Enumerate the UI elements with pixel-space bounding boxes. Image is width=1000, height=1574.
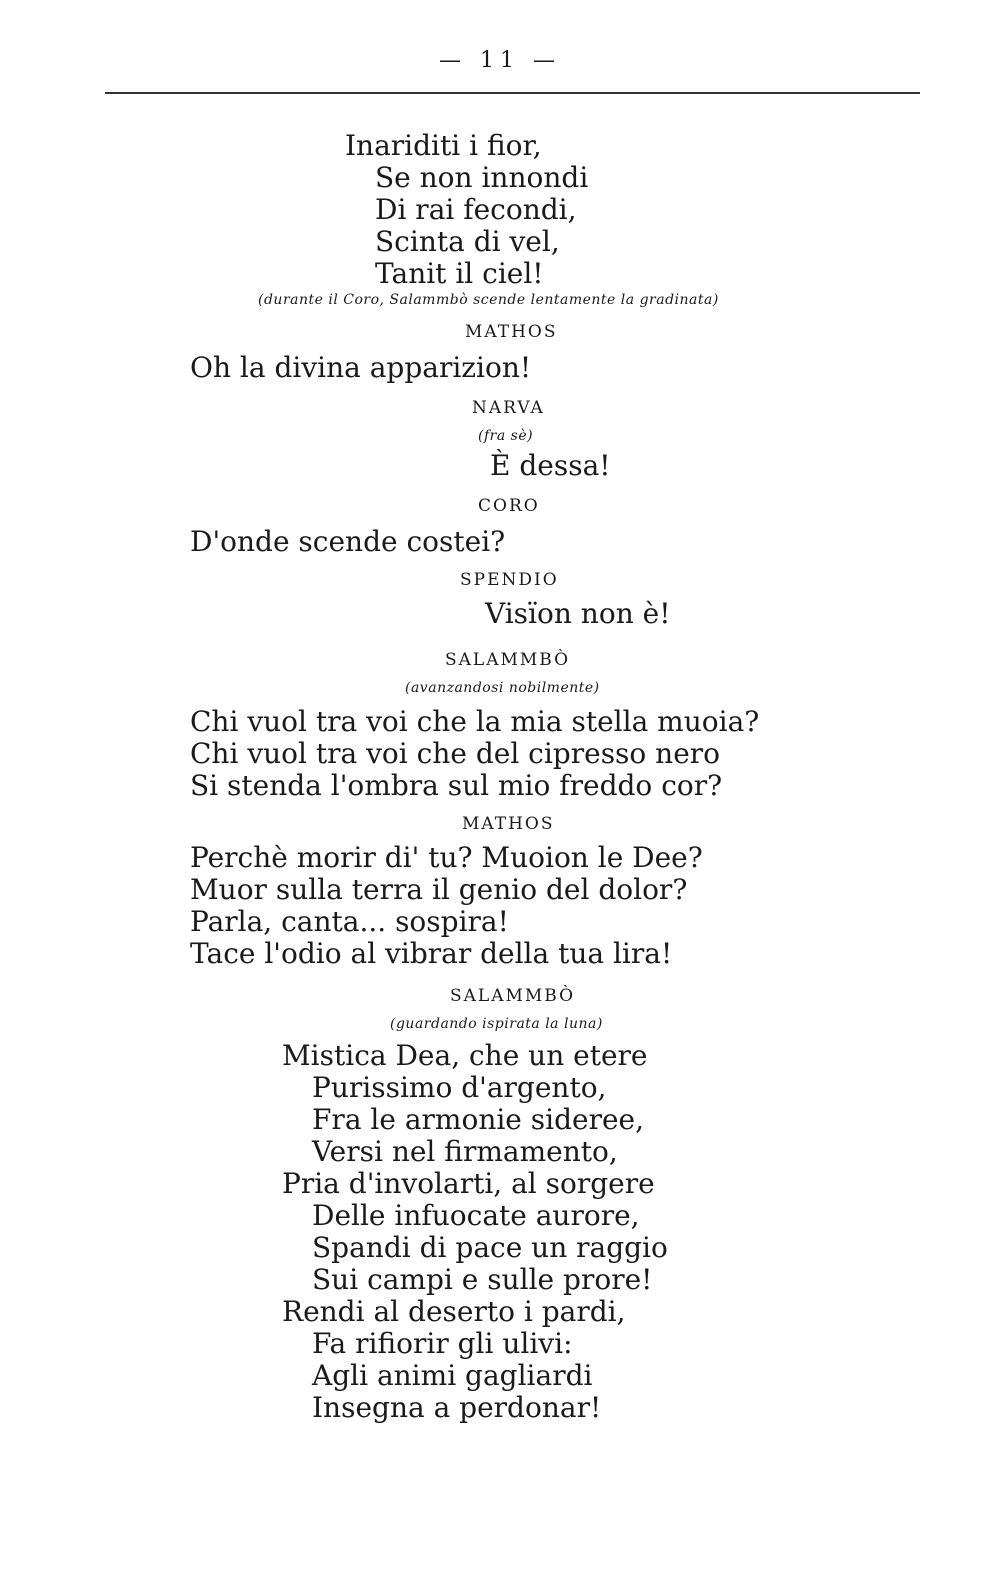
speaker-name: NARVA	[472, 398, 545, 418]
salammbo-stanza-1	[190, 706, 759, 802]
verse-line: Scinta di vel,	[375, 225, 560, 258]
verse-line: Insegna a perdonar!	[312, 1391, 602, 1424]
verse-line: Versi nel firmamento,	[312, 1135, 618, 1168]
mathos-stanza	[190, 842, 703, 970]
verse-line: Spandi di pace un raggio	[312, 1231, 668, 1264]
verse-line: Delle infuocate aurore,	[312, 1199, 640, 1232]
stage-direction: (durante il Coro, Salammbò scende lentamente la gradinata)	[258, 292, 719, 308]
page-number-header: — 11 —	[439, 48, 561, 73]
verse-line: Mistica Dea, che un etere	[282, 1039, 648, 1072]
speaker-name: SALAMMBÒ	[450, 986, 576, 1006]
verse-line: Pria d'involarti, al sorgere	[282, 1167, 655, 1200]
verse-line: D'onde scende costei?	[190, 525, 506, 558]
verse-line: Agli animi gagliardi	[312, 1359, 593, 1392]
stage-direction: (fra sè)	[478, 428, 534, 444]
verse-line: Tanit il ciel!	[375, 257, 544, 290]
verse-line: Si stenda l'ombra sul mio freddo cor?	[190, 769, 723, 802]
verse-line: Visïon non è!	[485, 597, 671, 630]
verse-line: Purissimo d'argento,	[312, 1071, 607, 1104]
stage-direction: (guardando ispirata la luna)	[390, 1016, 603, 1032]
verse-line: Muor sulla terra il genio del dolor?	[190, 873, 688, 906]
salammbo-aria	[282, 1040, 668, 1424]
verse-line: Rendi al deserto i pardi,	[282, 1295, 626, 1328]
verse-line: Parla, canta... sospira!	[190, 905, 509, 938]
speaker-name: MATHOS	[462, 814, 555, 834]
speaker-name: CORO	[478, 496, 540, 516]
verse-line: Di rai fecondi,	[375, 193, 577, 226]
speaker-name: SPENDIO	[460, 570, 559, 590]
speaker-name: MATHOS	[465, 322, 558, 342]
verse-line: Fra le armonie sideree,	[312, 1103, 645, 1136]
verse-line: Se non innondi	[375, 161, 589, 194]
verse-line: È dessa!	[490, 449, 611, 482]
verse-line: Perchè morir di' tu? Muoion le Dee?	[190, 841, 703, 874]
speaker-name: SALAMMBÒ	[445, 650, 571, 670]
chorus-stanza	[345, 130, 588, 290]
verse-line: Chi vuol tra voi che del cipresso nero	[190, 737, 721, 770]
verse-line: Oh la divina apparizion!	[190, 351, 532, 384]
verse-line: Chi vuol tra voi che la mia stella muoia?	[190, 705, 760, 738]
header-rule	[105, 92, 920, 94]
verse-line: Sui campi e sulle prore!	[312, 1263, 653, 1296]
verse-line: Tace l'odio al vibrar della tua lira!	[190, 937, 673, 970]
verse-line: Fa rifiorir gli ulivi:	[312, 1327, 573, 1360]
verse-line: Inariditi i fior,	[345, 129, 542, 162]
stage-direction: (avanzandosi nobilmente)	[405, 680, 600, 696]
